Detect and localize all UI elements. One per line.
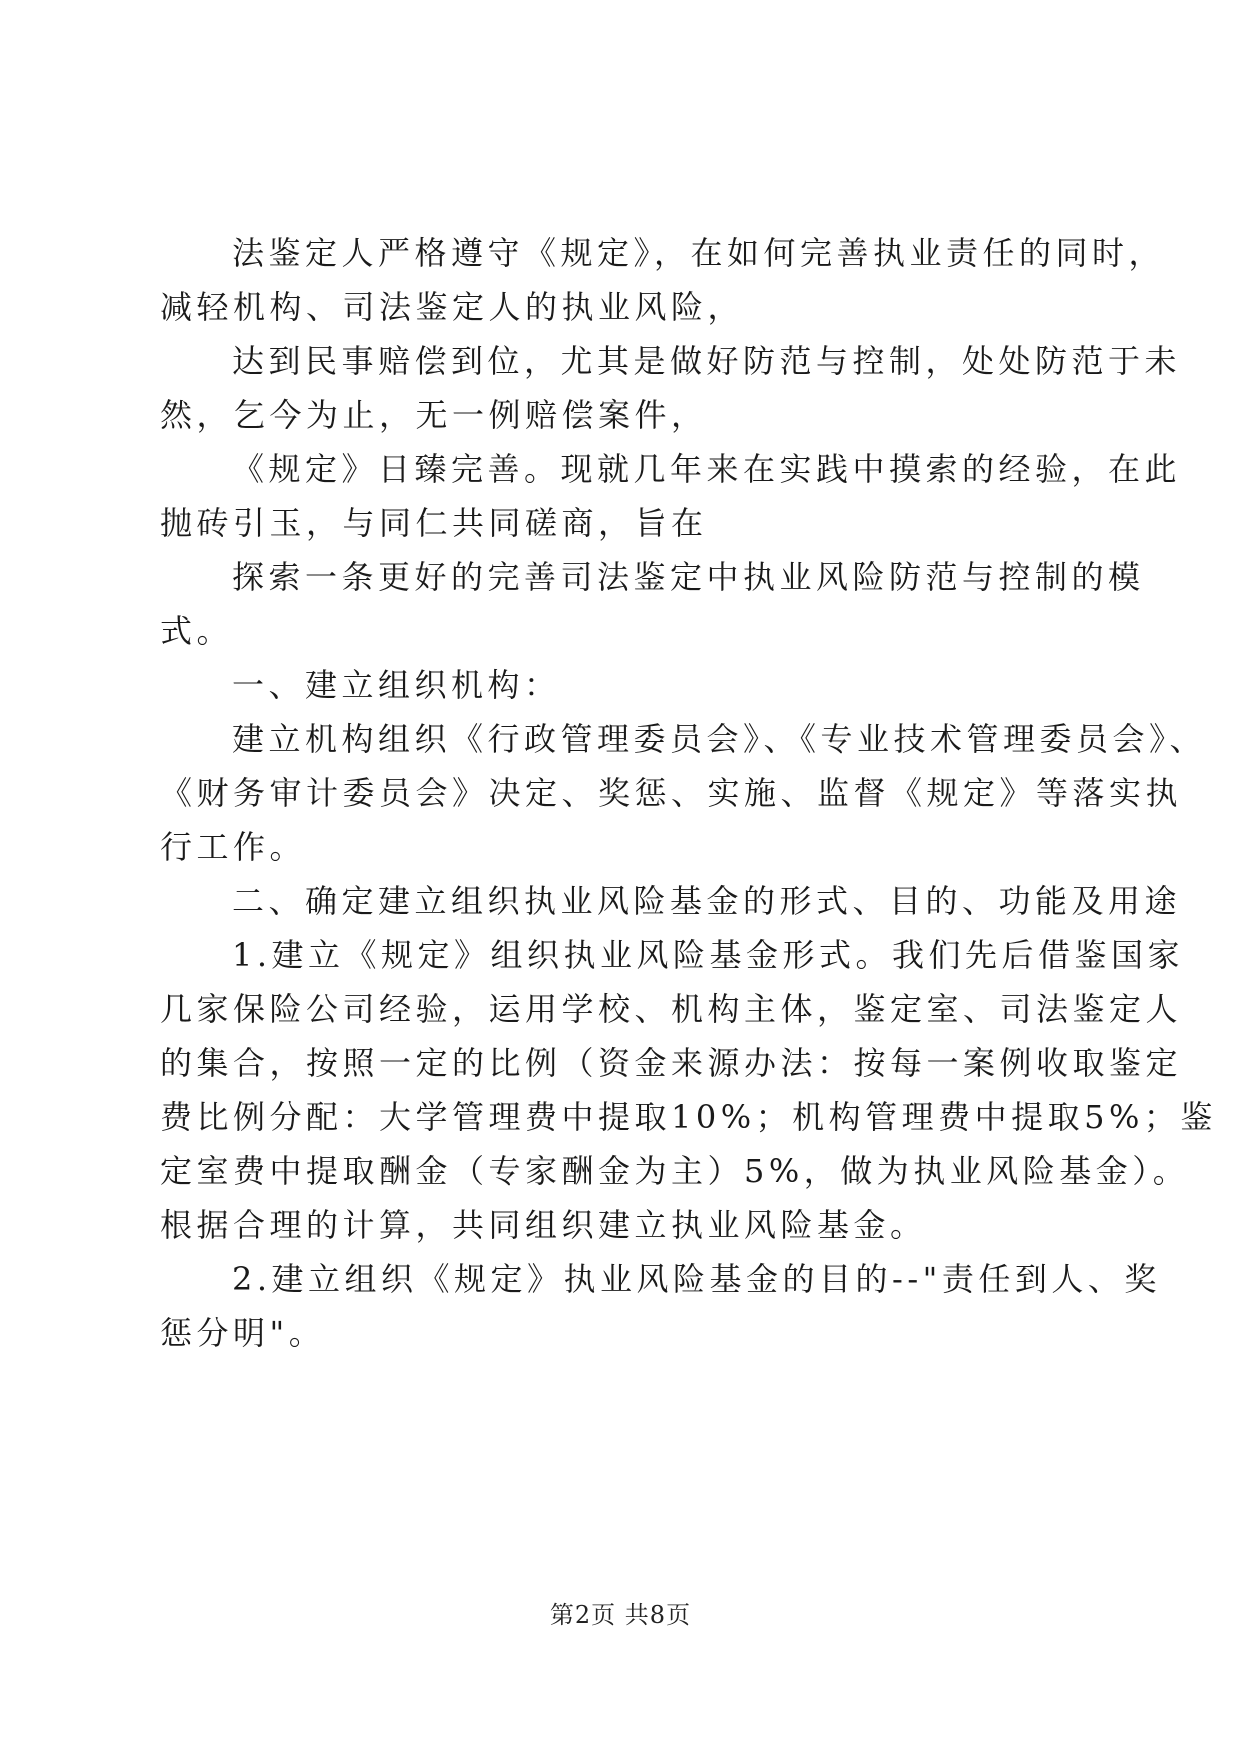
text-line: 定室费中提取酬金（专家酬金为主）5%，做为执业风险基金）。 [160,1152,1190,1190]
text-line: 式。 [160,612,234,650]
text-line: 行工作。 [160,828,307,866]
text-line: 二、确定建立组织执业风险基金的形式、目的、功能及用途 [232,882,1182,920]
text-line: 达到民事赔偿到位，尤其是做好防范与控制，处处防范于未 [232,342,1182,380]
text-line: 减轻机构、司法鉴定人的执业风险， [160,288,745,326]
text-line: 建立机构组织《行政管理委员会》、《专业技术管理委员会》、 [232,720,1207,758]
text-line: 一、建立组织机构： [232,666,561,704]
document-body [160,226,1217,1360]
text-line: 的集合，按照一定的比例（资金来源办法：按每一案例收取鉴定 [160,1044,1183,1082]
page-footer: 第2页 共8页 [549,1601,692,1629]
text-line: 探索一条更好的完善司法鉴定中执业风险防范与控制的模 [232,558,1145,596]
text-line: 惩分明"。 [160,1314,326,1352]
text-line: 费比例分配：大学管理费中提取10%；机构管理费中提取5%；鉴 [160,1098,1217,1136]
text-line: 法鉴定人严格遵守《规定》，在如何完善执业责任的同时， [232,234,1166,272]
text-line: 然，乞今为止，无一例赔偿案件， [160,396,708,434]
text-line: 《财务审计委员会》决定、奖惩、实施、监督《规定》等落实执 [160,774,1183,812]
text-line: 根据合理的计算，共同组织建立执业风险基金。 [160,1206,927,1244]
text-line: 几家保险公司经验，运用学校、机构主体，鉴定室、司法鉴定人 [160,990,1183,1028]
text-line: 《规定》日臻完善。现就几年来在实践中摸索的经验，在此 [232,450,1182,488]
text-line: 2.建立组织《规定》执业风险基金的目的--"责任到人、奖 [232,1260,1161,1298]
text-line: 抛砖引玉，与同仁共同磋商，旨在 [160,504,708,542]
text-line: 1.建立《规定》组织执业风险基金形式。我们先后借鉴国家 [232,936,1185,974]
